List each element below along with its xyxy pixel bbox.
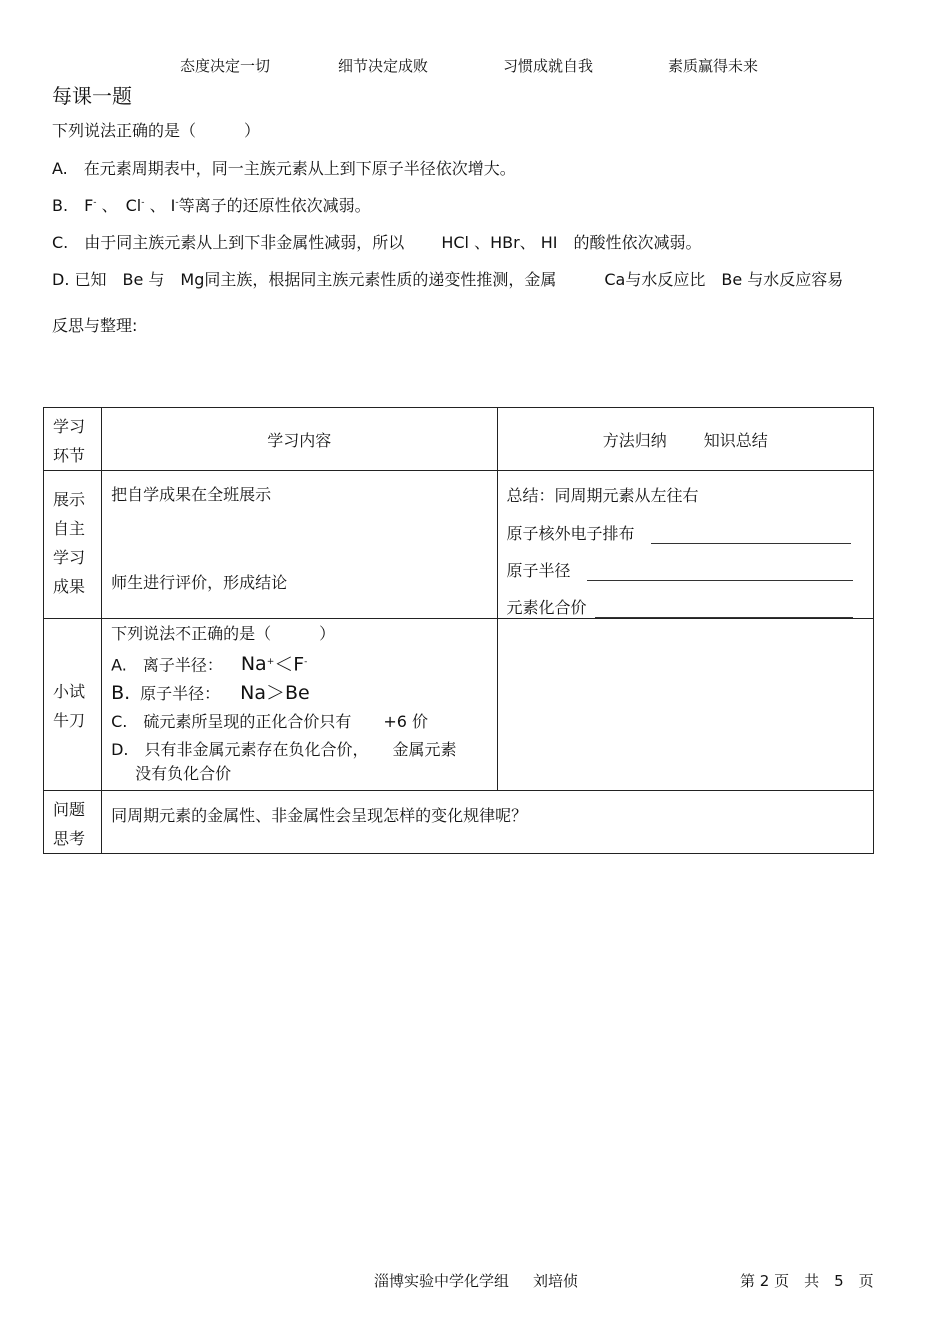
practice-content [102,619,497,791]
thinking-content: 同周期元素的金属性、非金属性会呈现怎样的变化规律呢？ [102,791,874,854]
table-row-showcase [44,471,874,619]
showcase-line-1: 把自学成果在全班展示 [111,485,272,504]
option-b-rest: 等离子的还原性依次减弱。 [178,196,371,215]
reflection-label: 反思与整理: [52,316,138,335]
option-c: C. 由于同主族元素从上到下非金属性减弱，所以 HCl 、HBr、 HI 的酸性依次减弱。 [52,233,702,252]
summary-title: 总结：同周期元素从左往右 [506,486,699,505]
header-stage: 学习 环节 [44,408,102,471]
practice-option-a: A. 离子半径： Na+＜F- [111,653,308,676]
practice-stem: 下列说法不正确的是（ ） [111,624,336,643]
footer-page-number: 第 2 页 共 5 页 [740,1272,874,1290]
practice-option-c: C. 硫元素所呈现的正化合价只有 +6 价 [111,712,428,732]
summary-item-radius: 原子半径 [498,558,873,581]
showcase-summary [497,471,873,619]
header-method: 方法归纳 知识总结 [497,408,873,471]
minus-sign: - [93,197,97,208]
table-row-thinking [44,791,874,854]
header-content: 学习内容 [102,408,497,471]
showcase-line-2: 师生进行评价，形成结论 [111,573,288,592]
minus-sign: - [141,197,145,208]
footer-school: 淄博实验中学化学组 [374,1272,510,1290]
question-stem: 下列说法正确的是（ ） [52,121,261,140]
footer-author: 刘培侦 [533,1272,579,1290]
table-row-practice [44,619,874,791]
option-b-i: 、 I [149,196,176,215]
practice-option-d: D. 只有非金属元素存在负化合价， 金属元素 [111,740,457,760]
answer-blank[interactable] [595,603,853,618]
answer-blank[interactable] [587,566,853,581]
motto-3: 习惯成就自我 [503,57,594,75]
option-a: A. 在元素周期表中，同一主族元素从上到下原子半径依次增大。 [52,159,516,178]
option-b [52,193,371,216]
practice-option-d-cont: 没有负化合价 [135,764,232,784]
option-b-prefix: B. F [52,196,94,215]
table-header-row [44,408,874,471]
answer-blank[interactable] [651,529,851,544]
motto-2: 细节决定成败 [338,57,429,75]
showcase-content [102,471,497,619]
practice-option-b: B. 原子半径： Na＞Be [111,682,310,705]
motto-1: 态度决定一切 [180,57,271,75]
summary-item-electron: 原子核外电子排布 [498,521,873,544]
row-label-practice: 小试 牛刀 [44,619,102,791]
learning-table [43,407,874,854]
row-label-thinking: 问题 思考 [44,791,102,854]
minus-sign: - [175,197,179,208]
practice-notes[interactable] [497,619,873,791]
row-label-showcase: 展示 自主 学习 成果 [44,471,102,619]
section-title: 每课一题 [52,84,132,108]
motto-4: 素质赢得未来 [668,57,759,75]
option-b-cl: 、 Cl [101,196,142,215]
summary-item-valence: 元素化合价 [498,595,873,618]
option-d: D. 已知 Be 与 Mg同主族，根据同主族元素性质的递变性推测，金属 Ca与水反应比 Be 与水反应容易 [52,270,844,289]
